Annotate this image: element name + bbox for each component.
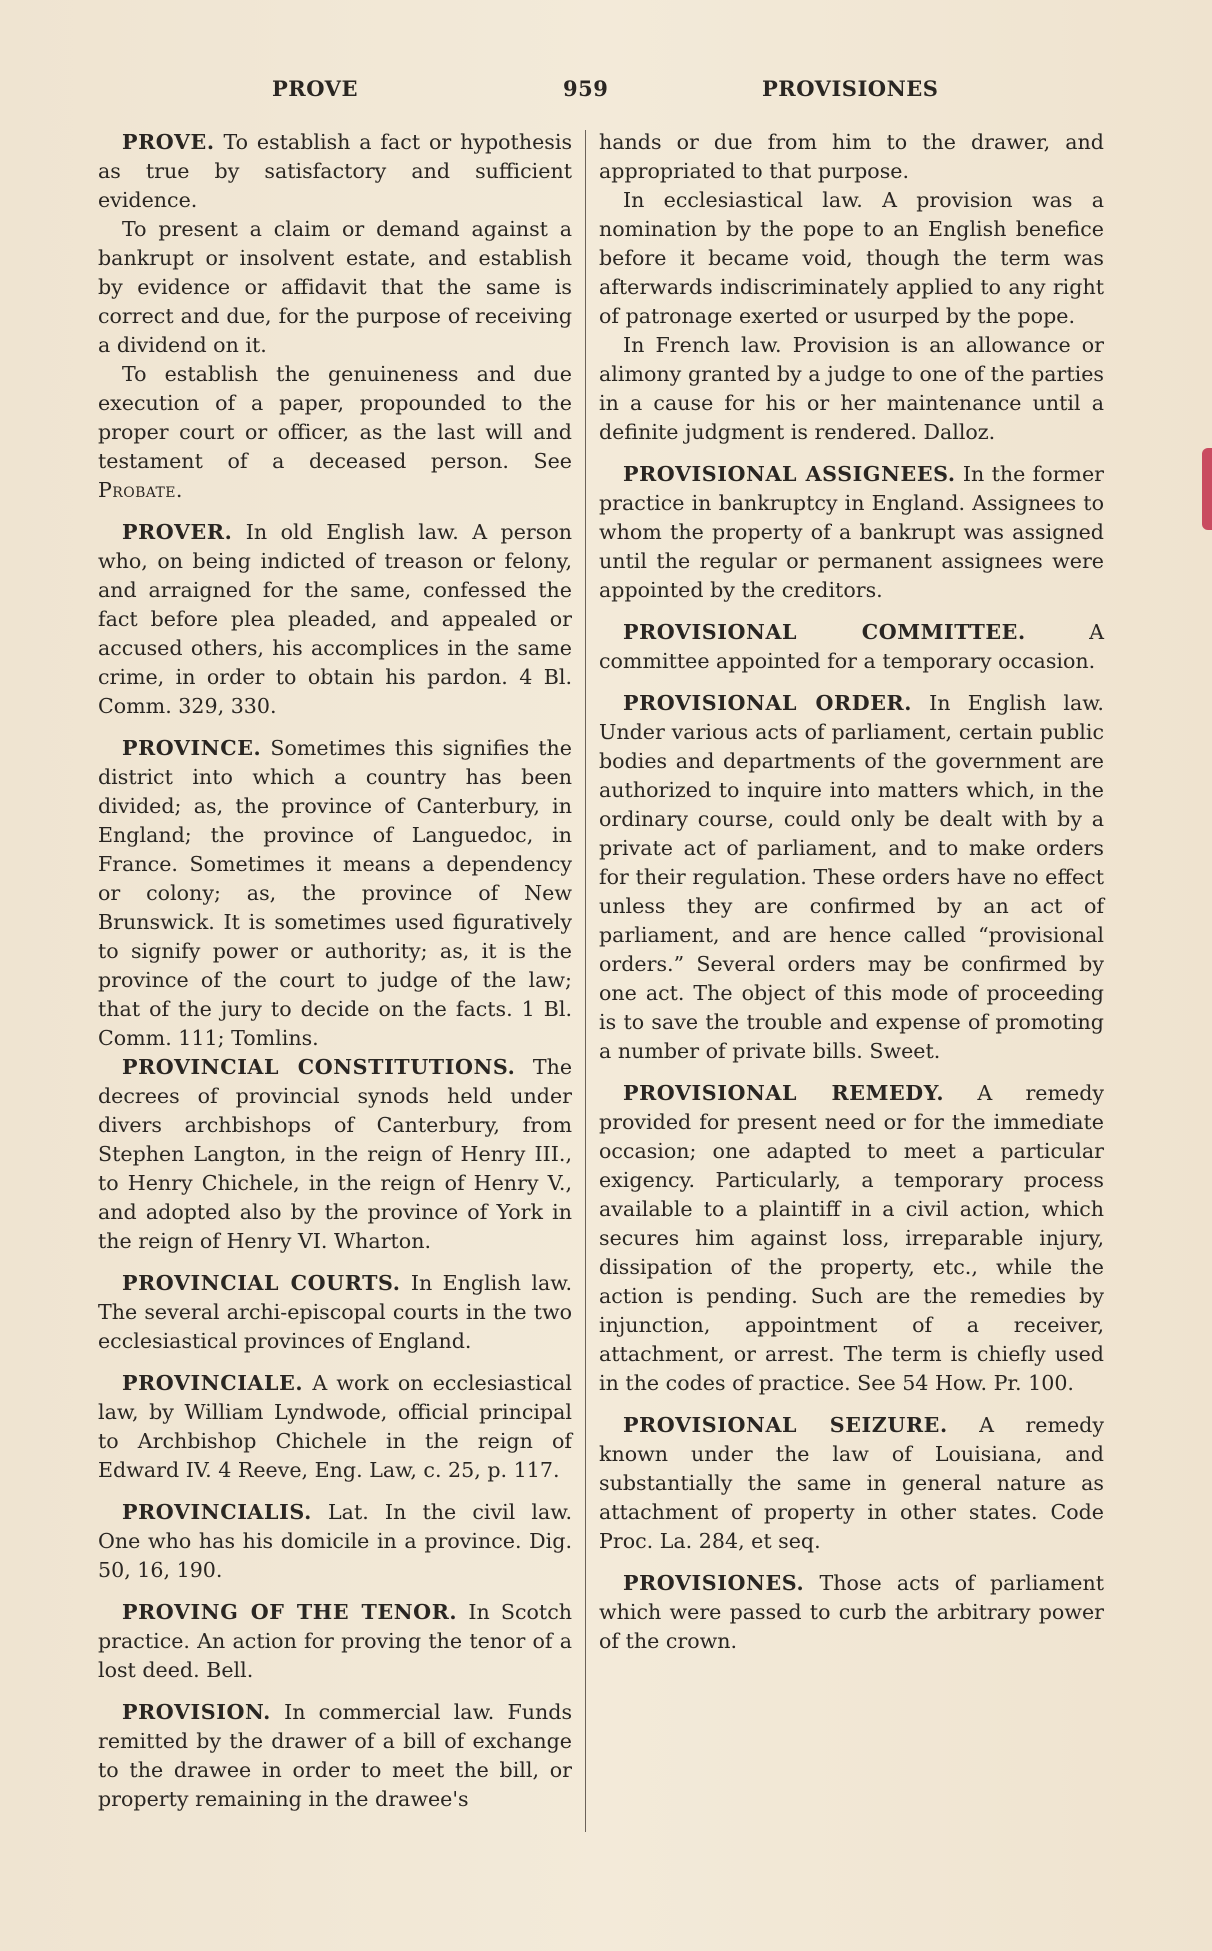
entry-provisional-seizure xyxy=(599,1411,1104,1556)
entry-definition: In ecclesiastical law. A provision was a nomination by the pope to an English benefice before it became void, though the term was afterwards indiscriminately applied to any right of patronage exerted or usurped by the pope. xyxy=(599,188,1104,328)
entry-provincialis xyxy=(98,1498,572,1585)
cross-reference: Probate. xyxy=(98,478,183,502)
entry-provisional-order xyxy=(599,689,1104,1066)
entry-definition: Those acts of parliament which were passed to curb the arbitrary power of the crown. xyxy=(599,1571,1105,1653)
entry-term: PROVISIONAL SEIZURE. xyxy=(623,1413,948,1437)
entry-term: PROVISIONES. xyxy=(623,1571,805,1595)
entry-provincial-constitutions xyxy=(98,1053,572,1256)
entry-term: PROVER. xyxy=(122,520,233,544)
header-left-guide-word: PROVE xyxy=(272,76,358,101)
entry-definition: In old English law. A person who, on being indicted of treason or felony, and arraigned for the same, confessed the fact before plea pleaded, and appealed or accused others, his accomplices in the same crime, in order to obtain his pardon. 4 Bl. Comm. 329, 330. xyxy=(98,520,572,718)
entry-definition: In commercial law. Funds remitted by the drawer of a bill of exchange to the drawee in order to meet the bill, or property remaining in the drawee's xyxy=(98,1700,573,1811)
entry-definition: The decrees of provincial synods held under divers archbishops of Canterbury, from Stephen Langton, in the reign of Henry III., to Henry Chichele, in the reign of Henry V., and adopted also by the province of York in the reign of Henry VI. Wharton. xyxy=(98,1055,573,1253)
entry-term: PROVISIONAL COMMITTEE. xyxy=(623,620,1026,644)
entry-term: PROVISIONAL ORDER. xyxy=(623,691,912,715)
entry-term: PROVINCIAL COURTS. xyxy=(122,1271,401,1295)
entry-definition: In the former practice in bankruptcy in England. Assignees to whom the property of a bankrupt was assigned until the regular or permanent assignees were appointed by the creditors. xyxy=(599,462,1104,602)
entry-definition: A remedy provided for present need or for the immediate occasion; one adapted to meet a particular exigency. Particularly, a temporary process available to a plaintiff in a civil action, which secures him against loss, irreparable injury, dissipation of the property, etc., while the action is pending. Such are the remedies by injunction, appointment of a receiver, attachment, or arrest. The term is chiefly used in the codes of practice. See 54 How. Pr. 100. xyxy=(599,1081,1105,1395)
entry-term: PROVING OF THE TENOR. xyxy=(122,1600,458,1624)
entry-provinciale xyxy=(98,1369,572,1485)
entry-provincial-courts xyxy=(98,1269,572,1356)
entry-definition: In Scotch practice. An action for proving the tenor of a lost deed. Bell. xyxy=(98,1600,572,1682)
right-column xyxy=(599,128,1104,1656)
entry-definition: To present a claim or demand against a bankrupt or insolvent estate, and establish by evidence or affidavit that the same is correct and due, for the purpose of receiving a dividend on it. xyxy=(98,217,572,357)
entry-definition: Sometimes this signifies the district into which a country has been divided; as, the province of Canterbury, in England; the province of Languedoc, in France. Sometimes it means a dependency or colony; as, the province of New Brunswick. It is sometimes used figuratively to signify power or authority; as, it is the province of the court to judge of the law; that of the jury to decide on the facts. 1 Bl. Comm. 111; Tomlins. xyxy=(98,736,572,1050)
entry-proving-of-the-tenor xyxy=(98,1598,572,1685)
page-number: 959 xyxy=(563,76,609,101)
entry-term: PROVINCIALE. xyxy=(122,1371,304,1395)
entry-province xyxy=(98,734,572,1053)
entry-term: PROVINCIAL CONSTITUTIONS. xyxy=(122,1055,516,1079)
entry-definition: Lat. In the civil law. One who has his domicile in a province. Dig. 50, 16, 190. xyxy=(98,1500,573,1582)
entry-provisiones xyxy=(599,1569,1104,1656)
running-header xyxy=(0,72,1212,112)
entry-provisional-assignees xyxy=(599,460,1104,605)
left-column xyxy=(98,128,572,1814)
page-edge-marker xyxy=(1202,448,1212,530)
entry-definition: To establish the genuineness and due execution of a paper, propounded to the proper court or officer, as the last will and testament of a deceased person. See xyxy=(98,362,572,473)
entry-provisional-committee xyxy=(599,618,1104,676)
entry-prove xyxy=(98,128,572,505)
entry-term: PROVINCE. xyxy=(122,736,262,760)
entry-continuation: hands or due from him to the drawer, and appropriated to that purpose. xyxy=(599,130,1104,183)
column-divider xyxy=(585,130,586,1832)
entry-term: PROVISIONAL REMEDY. xyxy=(623,1081,945,1105)
entry-prover xyxy=(98,518,572,721)
entry-definition: A remedy known under the law of Louisiana, and substantially the same in general nature as attachment of property in other states. Code Proc. La. 284, et seq. xyxy=(599,1413,1105,1553)
entry-definition: A committee appointed for a temporary occasion. xyxy=(599,620,1104,673)
header-right-guide-word: PROVISIONES xyxy=(762,76,939,101)
entry-term: PROVINCIALIS. xyxy=(122,1500,312,1524)
entry-definition: A work on ecclesiastical law, by William Lyndwode, official principal to Archbishop Chichele in the reign of Edward IV. 4 Reeve, Eng. Law, c. 25, p. 117. xyxy=(98,1371,573,1482)
entry-definition: In English law. Under various acts of parliament, certain public bodies and departments of the government are authorized to inquire into matters which, in the ordinary course, could only be dealt with by a private act of parliament, and to make orders for their regulation. These orders have no effect unless they are confirmed by an act of parliament, and are hence called “provisional orders.” Several orders may be confirmed by one act. The object of this mode of proceeding is to save the trouble and expense of promoting a number of private bills. Sweet. xyxy=(599,691,1104,1063)
entry-term: PROVISIONAL ASSIGNEES. xyxy=(623,462,956,486)
entry-provision-continued xyxy=(599,128,1104,447)
entry-definition: To establish a fact or hypothesis as true by satisfactory and sufficient evidence. xyxy=(98,130,573,212)
entry-definition: In English law. The several archi-episcopal courts in the two ecclesiastical provinces of England. xyxy=(98,1271,572,1353)
entry-provision xyxy=(98,1698,572,1814)
entry-provisional-remedy xyxy=(599,1079,1104,1398)
entry-term: PROVE. xyxy=(122,130,215,154)
entry-term: PROVISION. xyxy=(122,1700,271,1724)
entry-definition: In French law. Provision is an allowance or alimony granted by a judge to one of the parties in a cause for his or her maintenance until a definite judgment is rendered. Dalloz. xyxy=(599,333,1104,444)
